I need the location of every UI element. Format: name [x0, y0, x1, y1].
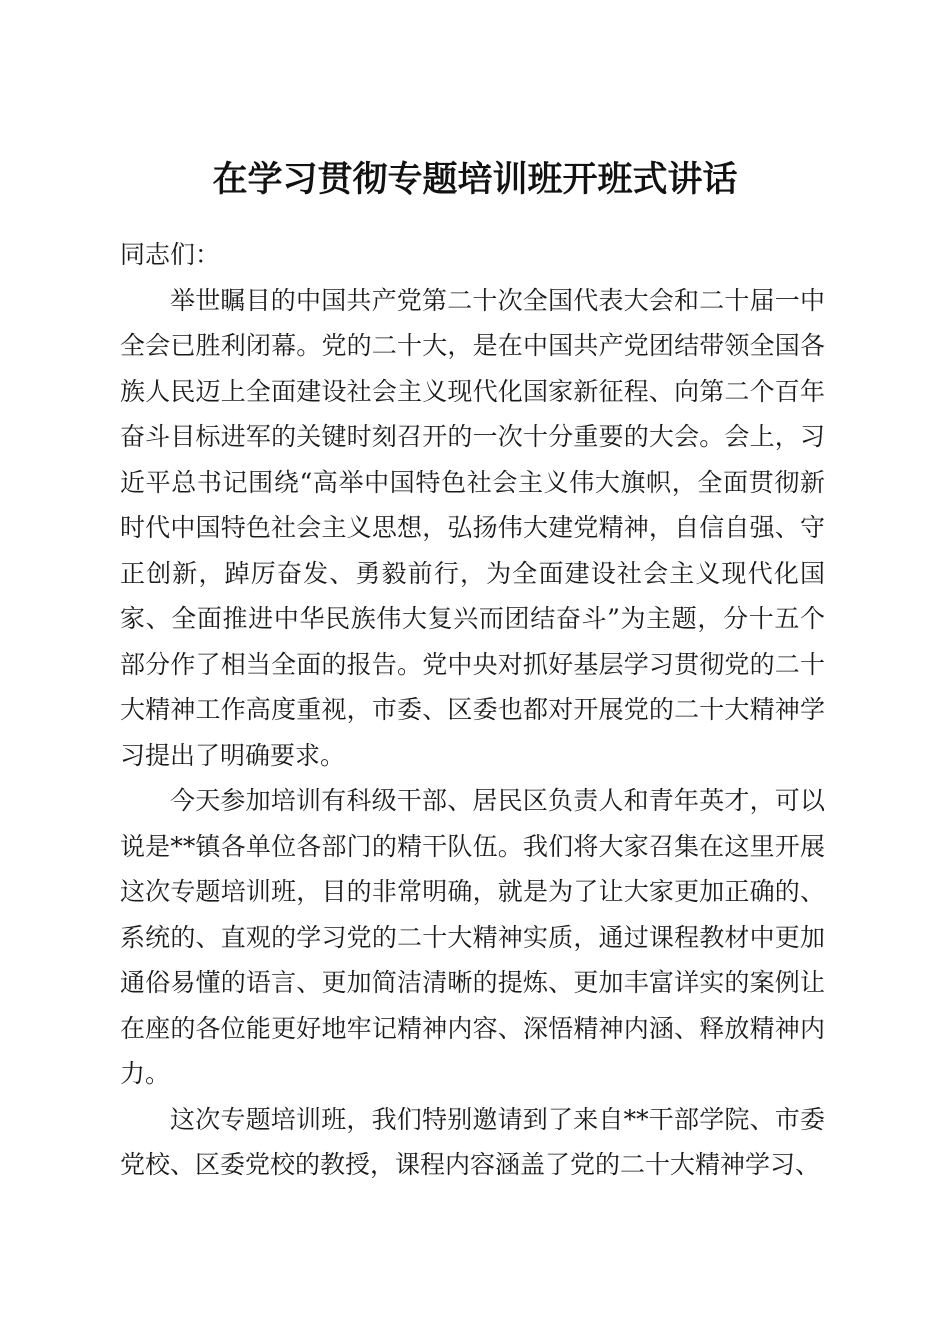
salutation: 同志们： [120, 240, 221, 269]
paragraph-2: 今天参加培训有科级干部、居民区负责人和青年英才，可以说是**镇各单位各部门的精干队伍。我们将大家召集在这里开展这次专题培训班，目的非常明确，就是为了让大家更加正确的、系统的、直观的学习党的二十大精神实质，通过课程教材中更加通俗易懂的语言、更加简洁清晰的提炼、更加丰富详实的案例让在座的各位能更好地牢记精神内容、深悟精神内涵、释放精神内力。 [120, 786, 825, 1088]
paragraph-3: 这次专题培训班，我们特别邀请到了来自**干部学院、市委党校、区委党校的教授，课程内容涵盖了党的二十大精神学习、 [120, 1104, 825, 1179]
paragraph-1: 举世瞩目的中国共产党第二十次全国代表大会和二十届一中全会已胜利闭幕。党的二十大，是在中国共产党团结带领全国各族人民迈上全面建设社会主义现代化国家新征程、向第二个百年奋斗目标进军的关键时刻召开的一次十分重要的大会。会上，习近平总书记围绕“高举中国特色社会主义伟大旗帜，全面贯彻新时代中国特色社会主义思想，弘扬伟大建党精神，自信自强、守正创新，踔厉奋发、勇毅前行，为全面建设社会主义现代化国家、全面推进中华民族伟大复兴而团结奋斗”为主题，分十五个部分作了相当全面的报告。党中央对抓好基层学习贯彻党的二十大精神工作高度重视，市委、区委也都对开展党的二十大精神学习提出了明确要求。 [120, 285, 825, 770]
document-body [120, 232, 825, 1188]
document-title: 在学习贯彻专题培训班开班式讲话 [212, 159, 738, 201]
